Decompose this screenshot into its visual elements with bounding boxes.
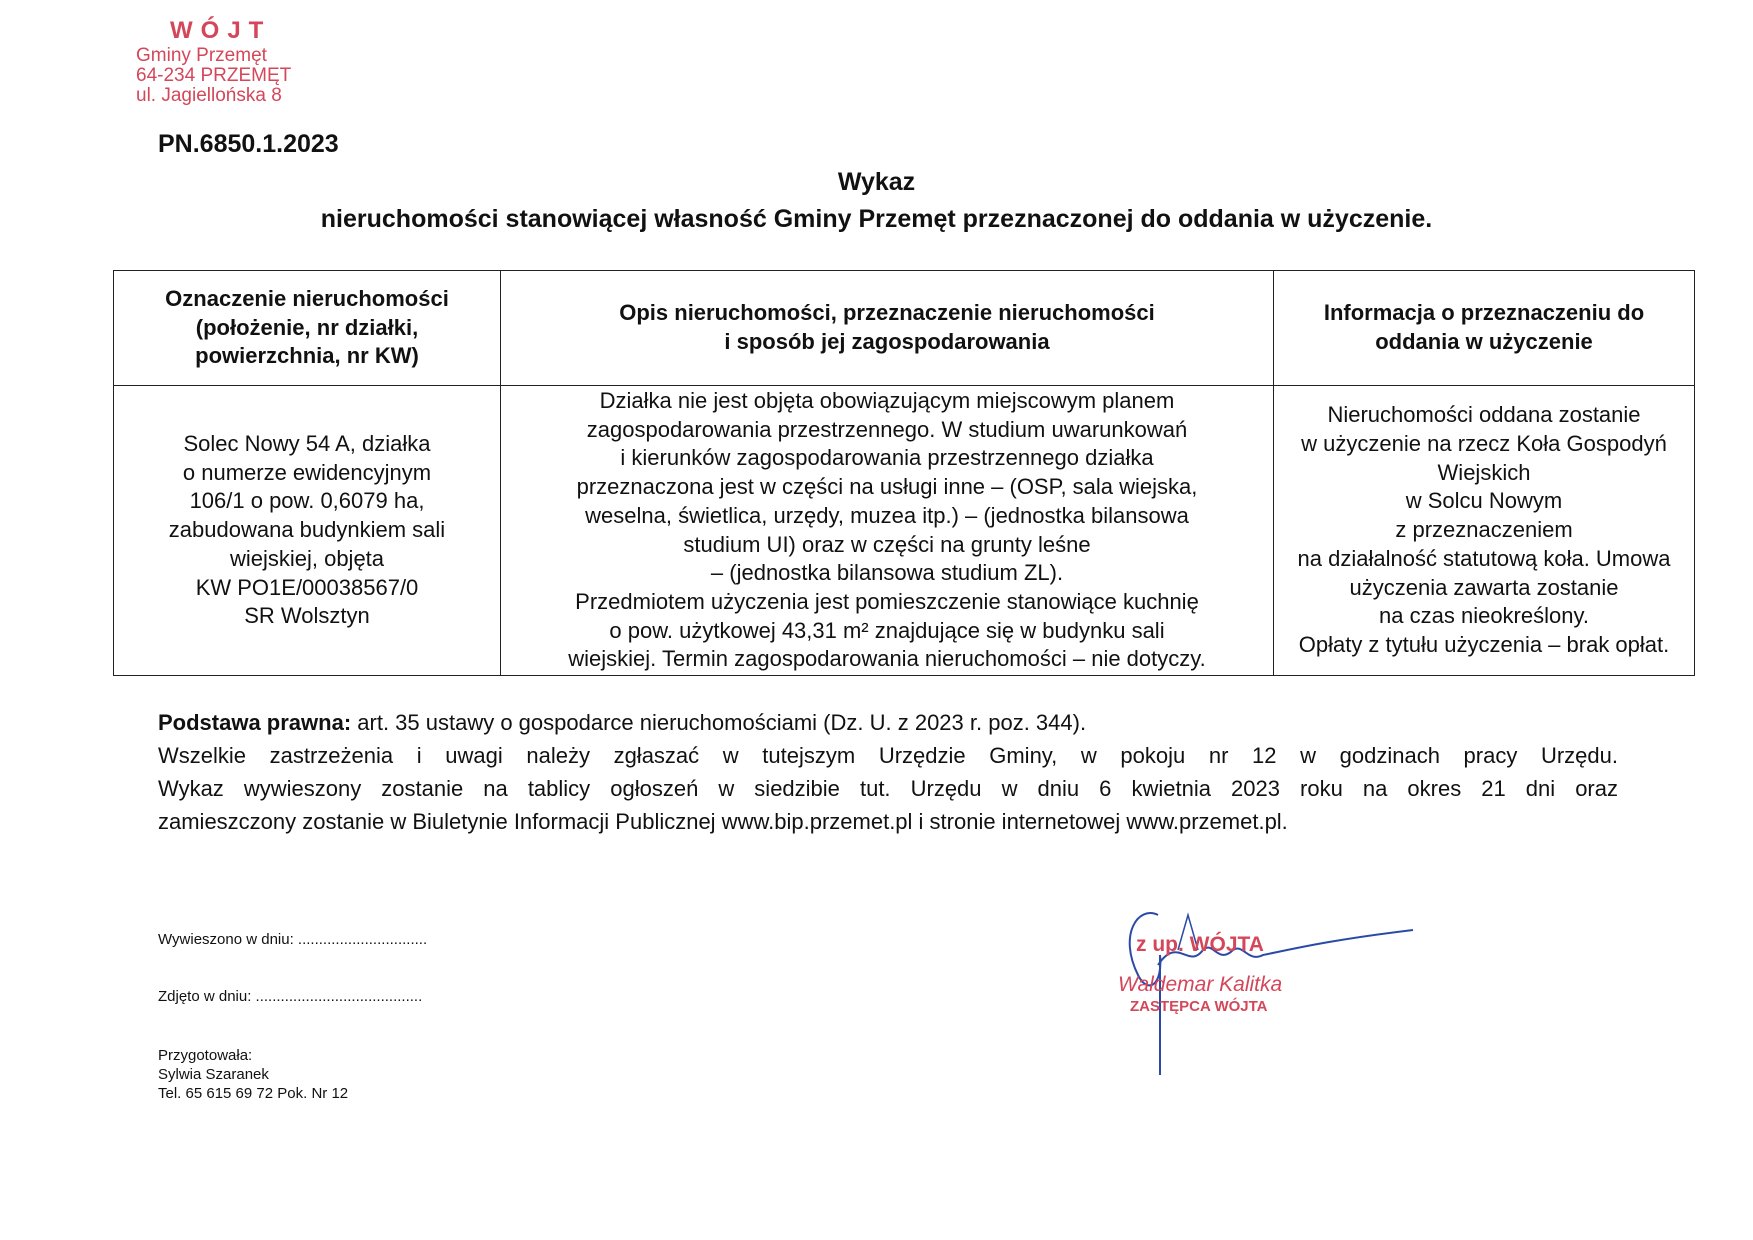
cell-line: Działka nie jest objęta obowiązującym miejscowym planem [599,387,1175,413]
cell-opis [501,386,1274,676]
cell-line: SR Wolsztyn [244,603,370,629]
contact-phone: Tel. 65 615 69 72 Pok. Nr 12 [158,1085,349,1102]
signature-title: ZASTĘPCA WÓJTA [1130,998,1268,1015]
cell-line: na działalność statutową koła. Umowa [1297,545,1671,571]
header-opis [501,271,1274,386]
legal-line: Wykaz wywieszony zostanie na tablicy ogłoszeń w siedzibie tut. Urzędu w dniu 6 kwietnia 2023 roku na okres 21 dni oraz [158,776,1618,801]
cell-line: Nieruchomości oddana zostanie [1327,402,1641,428]
cell-line: weselna, świetlica, urzędy, muzea itp.) – (jednostka bilansowa [585,502,1189,528]
document-reference: PN.6850.1.2023 [158,130,339,158]
signature-name: Waldemar Kalitka [1118,973,1283,996]
header-line: Oznaczenie nieruchomości [165,285,449,311]
cell-informacja [1274,386,1695,676]
cell-line: Solec Nowy 54 A, działka [183,431,431,457]
header-line: (położenie, nr działki, [195,314,419,340]
prepared-by-name: Sylwia Szaranek [158,1066,269,1083]
document-subtitle: nieruchomości stanowiącej własność Gminy Przemęt przeznaczonej do oddania w użyczenie. [320,205,1433,233]
cell-line: w użyczenie na rzecz Koła Gospodyń [1301,431,1667,457]
header-oznaczenie [114,271,501,386]
signature-block [1118,895,1418,1095]
cell-line: 106/1 o pow. 0,6079 ha, [189,488,425,514]
table-row [114,386,1695,676]
cell-line: o pow. użytkowej 43,31 m² znajdujące się w budynku sali [609,617,1165,643]
cell-line: przeznaczona jest w części na usługi inne – (OSP, sala wiejska, [576,474,1198,500]
prepared-by-label: Przygotowała: [158,1047,253,1064]
legal-line: Wszelkie zastrzeżenia i uwagi należy zgłaszać w tutejszym Urzędzie Gminy, w pokoju nr 12 w godzinach pracy Urzędu. [158,743,1618,768]
wojt-stamp [136,16,336,106]
cell-line: wiejskiej. Termin zagospodarowania nieruchomości – nie dotyczy. [568,646,1206,672]
posted-date-field: Wywieszono w dniu: ............................... [158,931,428,948]
cell-line: – (jednostka bilansowa studium ZL). [710,560,1064,586]
cell-line: wiejskiej, objęta [229,545,385,571]
cell-line: i kierunków zagospodarowania przestrzennego działka [620,445,1154,471]
stamp-line: 64-234 PRZEMĘT [136,65,292,86]
header-line: Opis nieruchomości, przeznaczenie nieruchomości [619,300,1155,326]
cell-oznaczenie [114,386,501,676]
stamp-line: ul. Jagiellońska 8 [136,85,282,106]
cell-line: z przeznaczeniem [1395,517,1573,543]
legal-basis-text: art. 35 ustawy o gospodarce nieruchomościami (Dz. U. z 2023 r. poz. 344). [351,710,1087,735]
cell-line: o numerze ewidencyjnym [182,459,432,485]
legal-line: zamieszczony zostanie w Biuletynie Informacji Publicznej www.bip.przemet.pl i stronie internetowej www.przemet.pl. [158,809,1288,834]
removed-date-field: Zdjęto w dniu: ........................................ [158,988,423,1005]
table-header-row [114,271,1695,386]
stamp-title: WÓJT [170,17,272,44]
legal-notice [158,706,1618,838]
header-line: Informacja o przeznaczeniu do [1323,300,1645,326]
property-table [113,270,1695,676]
document-title: Wykaz [837,168,916,196]
header-line: i sposób jej zagospodarowania [724,329,1050,354]
header-line: oddania w użyczenie [1375,329,1593,354]
cell-line: na czas nieokreślony. [1379,603,1589,629]
legal-basis-label: Podstawa prawna: [158,710,352,735]
header-informacja [1274,271,1695,386]
stamp-line: Gminy Przemęt [136,45,267,66]
cell-line: Opłaty z tytułu użyczenia – brak opłat. [1298,631,1670,657]
cell-line: użyczenia zawarta zostanie [1349,574,1619,600]
cell-line: Wiejskich [1437,459,1531,485]
cell-line: w Solcu Nowym [1405,488,1563,514]
cell-line: Przedmiotem użyczenia jest pomieszczenie stanowiące kuchnię [575,588,1199,614]
cell-line: zabudowana budynkiem sali [168,517,446,543]
cell-line: zagospodarowania przestrzennego. W studium uwarunkowań [586,416,1188,442]
cell-line: studium UI) oraz w części na grunty leśne [683,531,1091,557]
signature-authority: z up. WÓJTA [1136,933,1264,956]
cell-line: KW PO1E/00038567/0 [195,574,419,600]
header-line: powierzchnia, nr KW) [195,343,419,369]
legal-basis [158,706,1618,739]
